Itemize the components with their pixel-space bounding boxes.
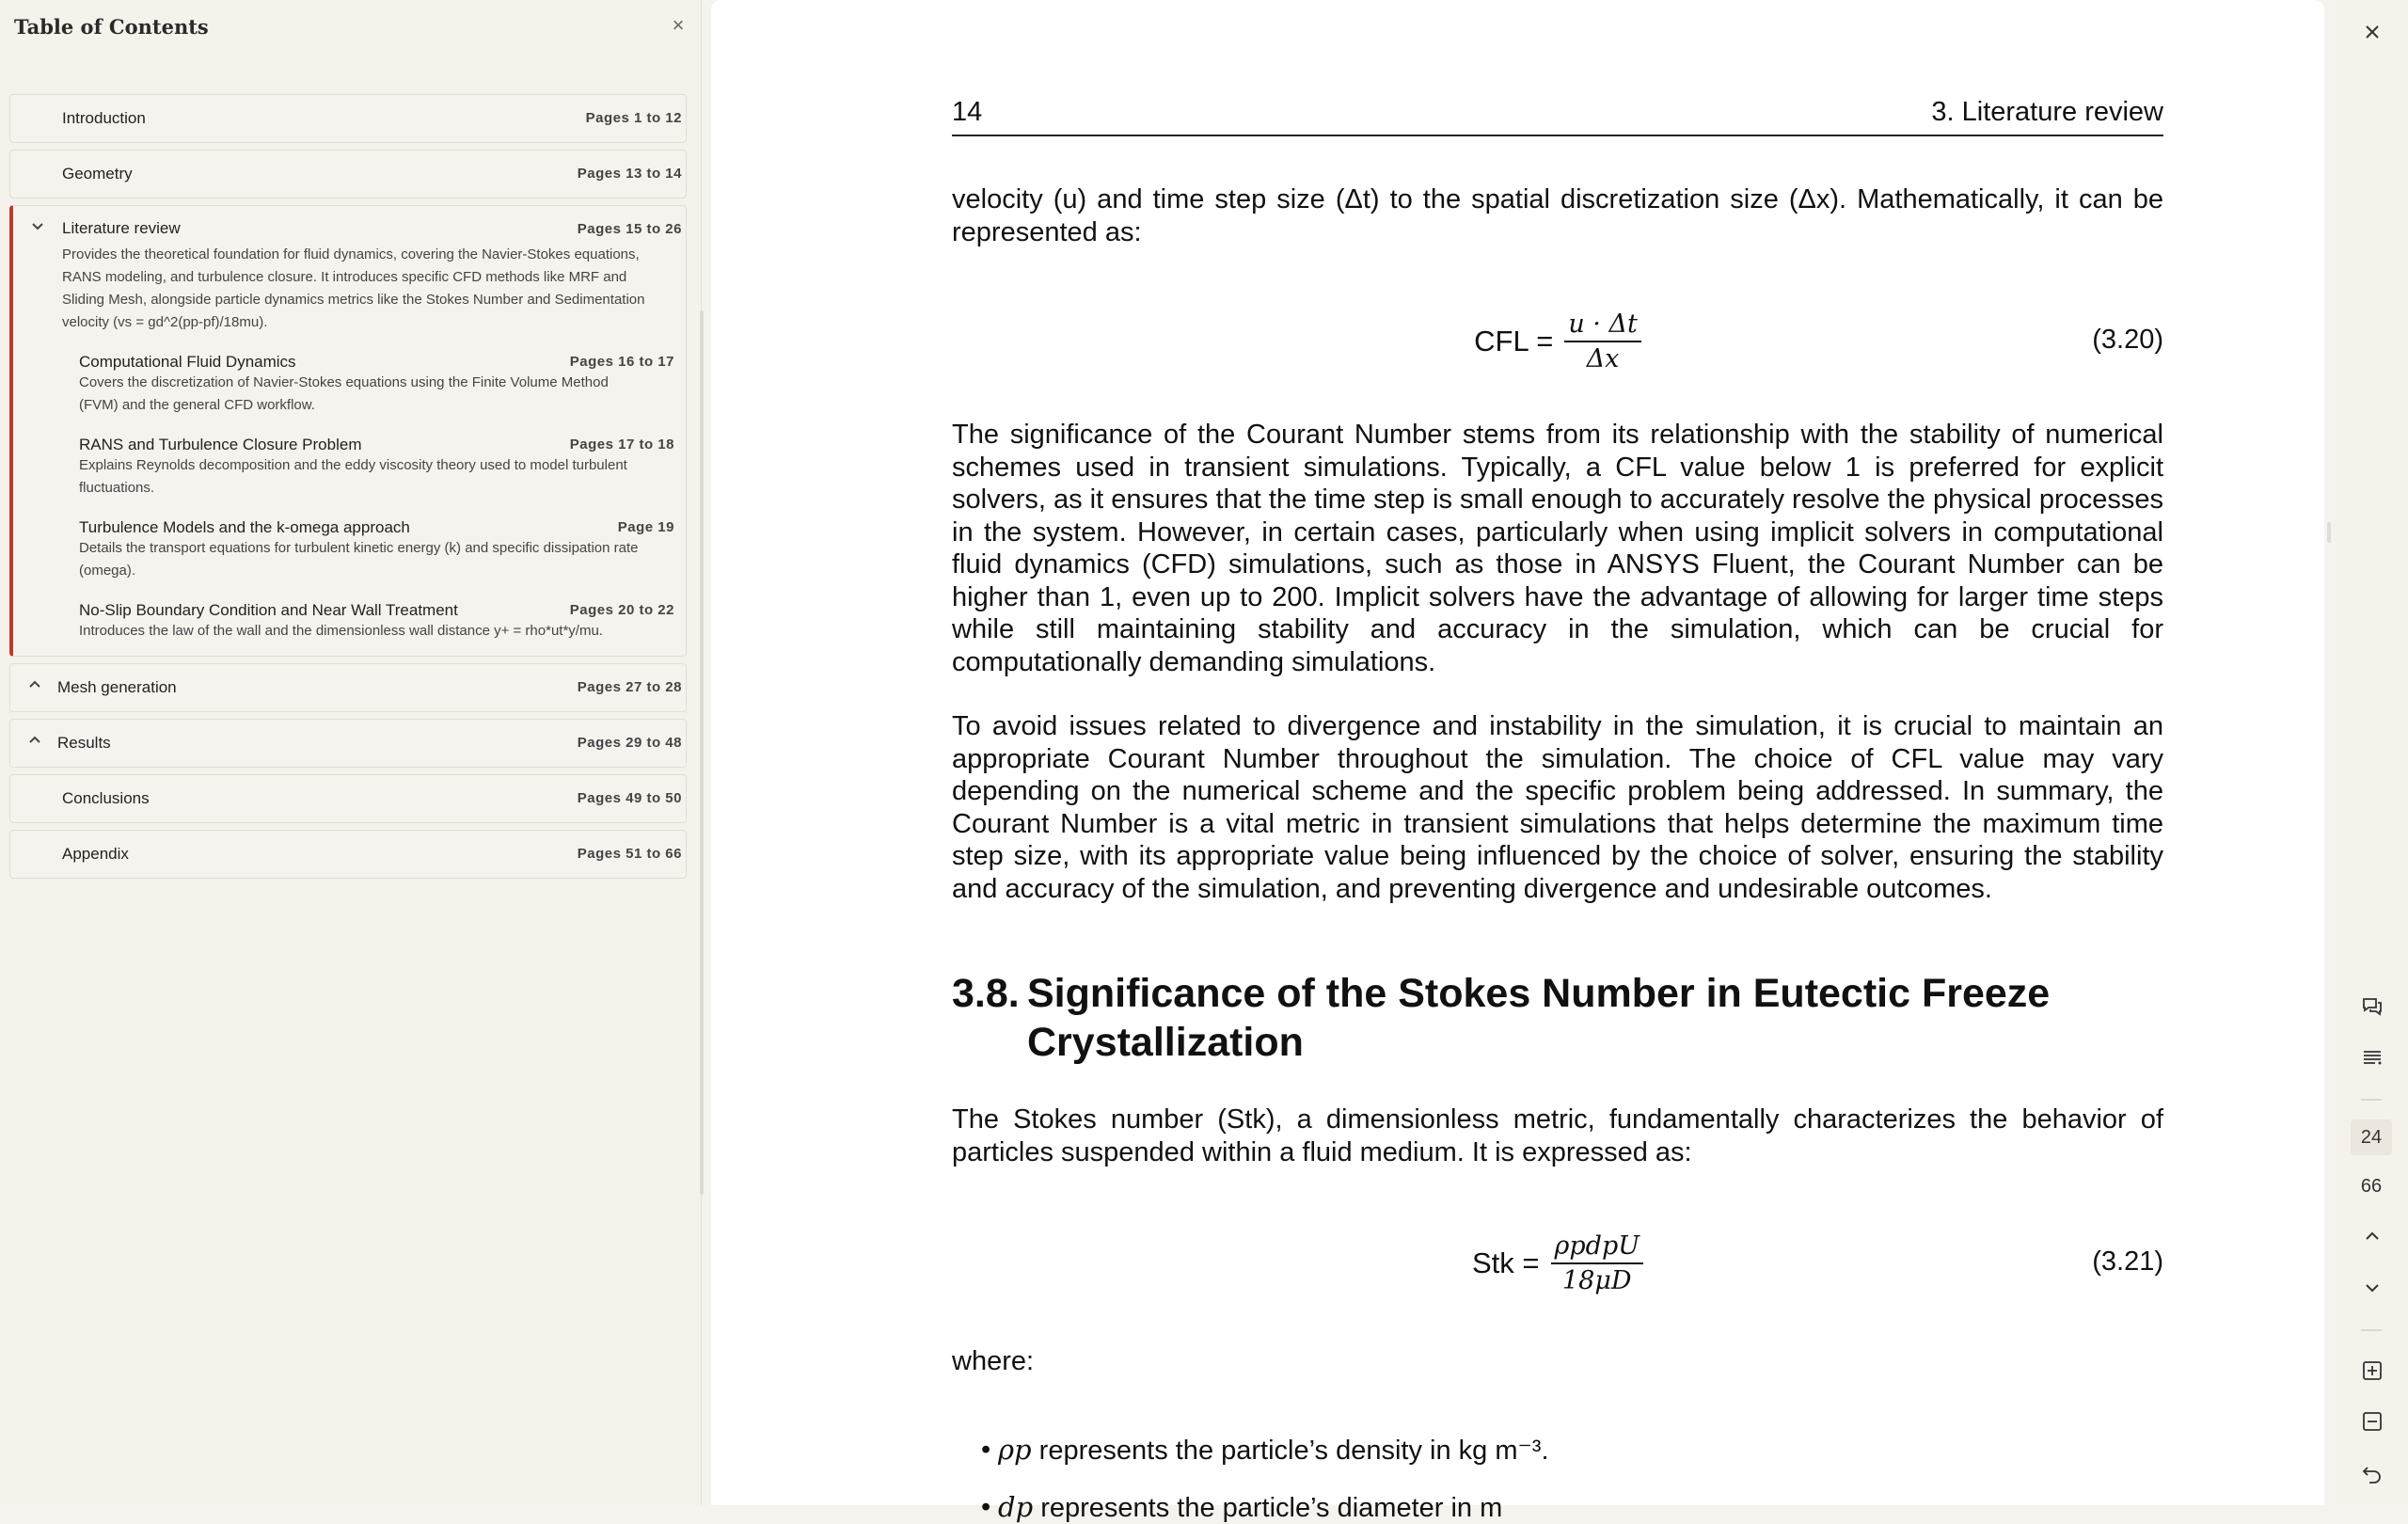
equation-cfl: [952, 304, 2163, 379]
toc-list-icon[interactable]: [2354, 1040, 2390, 1075]
equation-number: (3.21): [2092, 1246, 2163, 1277]
where-label: where:: [952, 1346, 1035, 1376]
list-item: • dp represents the particle’s diameter in m: [981, 1491, 1503, 1523]
toc-subitem-description: Details the transport equations for turbulent kinetic energy (k) and specific dissipation rate (omega).: [79, 540, 639, 579]
equation-denominator: Δx: [1586, 344, 1620, 373]
toc-item-pages: Pages 15 to 26: [577, 221, 682, 237]
toc-item-conclusions[interactable]: [9, 774, 687, 823]
toc-subitem-label: Turbulence Models and the k-omega approach: [79, 518, 410, 536]
equation-stokes: [952, 1226, 2163, 1301]
page-scrollbar[interactable]: [2327, 522, 2331, 543]
zoom-in-icon[interactable]: [2354, 1353, 2390, 1389]
section-number: 3.8.: [952, 971, 1020, 1016]
toc-subitem-pages: Page 19: [617, 519, 674, 535]
toc-item-label: Appendix: [62, 845, 129, 863]
chevron-down-icon[interactable]: [2354, 1270, 2390, 1306]
close-icon[interactable]: ×: [672, 13, 685, 37]
paragraph: The significance of the Courant Number stems from its relationship with the stability of numerical schemes used in transient simulations. Typically, a CFL value below 1 is preferred for explicit solvers, as it ensures that the time step is small enough to accurately resolve the physical processes in the system. However, in certain cases, particularly when using implicit solvers in computational fluid dynamics (CFD) simulations, such as those in ANSYS Fluent, the Courant Number can be higher than 1, even up to 200. Implicit solvers have the advantage of allowing for larger time steps while still maintaining stability and accuracy in the simulation, which can be crucial for computationally demanding simulations.: [952, 420, 2163, 677]
toc-item-description: Provides the theoretical foundation for fluid dynamics, covering the Navier-Stokes equations, RANS modeling, and turbulence closure. It introduces specific CFD methods like MRF and Sliding Mesh, alongside particle dynamics metrics like the Stokes Number and Sedimentation velocity (vs = gd^2(pp-pf)/18mu).: [62, 246, 645, 330]
toc-item-label: Conclusions: [62, 789, 150, 807]
toc-subitem-cfd[interactable]: [13, 349, 686, 417]
toc-item-results[interactable]: [9, 719, 687, 768]
section-title: Significance of the Stokes Number in Eutectic Freeze Crystallization: [1027, 971, 2051, 1065]
chevron-up-icon[interactable]: [2354, 1218, 2390, 1254]
toc-sidebar: [0, 0, 702, 1505]
toc-subitem-label: Computational Fluid Dynamics: [79, 353, 296, 371]
toc-item-pages: Pages 27 to 28: [577, 679, 682, 695]
toc-list: [9, 94, 687, 885]
toc-subitem-description: Covers the discretization of Navier-Stokes equations using the Finite Volume Method (FVM) and the general CFD workflow.: [79, 374, 609, 413]
toc-subitem-pages: Pages 20 to 22: [569, 602, 674, 618]
document-page: [711, 0, 2324, 1523]
chevron-up-icon[interactable]: [25, 733, 44, 752]
total-pages: 66: [2360, 1175, 2383, 1197]
toc-subitem-pages: Pages 17 to 18: [569, 437, 674, 452]
page-number: 14: [952, 97, 983, 127]
toc-subitem-rans[interactable]: [13, 432, 686, 500]
toc-item-label: Results: [57, 734, 111, 752]
toc-item-pages: Pages 13 to 14: [577, 166, 682, 182]
toc-item-appendix[interactable]: [9, 830, 687, 879]
bullet-symbol: ρp: [998, 1434, 1032, 1466]
chevron-down-icon[interactable]: [28, 218, 47, 237]
toc-item-label: Introduction: [62, 109, 146, 127]
toc-subitem-description: Explains Reynolds decomposition and the eddy viscosity theory used to model turbulent fluctuations.: [79, 457, 627, 496]
current-page-indicator[interactable]: 24: [2351, 1119, 2392, 1155]
zoom-out-icon[interactable]: [2354, 1404, 2390, 1439]
toc-subitem-no-slip[interactable]: [13, 597, 686, 643]
sidebar-scrollbar[interactable]: [700, 310, 704, 1195]
paragraph: The Stokes number (Stk), a dimensionless metric, fundamentally characterizes the behavior of particles suspended within a fluid medium. It is expressed as:: [952, 1104, 2163, 1167]
toc-subitem-label: RANS and Turbulence Closure Problem: [79, 436, 362, 453]
toc-item-pages: Pages 49 to 50: [577, 790, 682, 806]
toc-subitem-pages: Pages 16 to 17: [569, 354, 674, 370]
equation-numerator: u · Δt: [1564, 310, 1641, 342]
toc-item-label: Literature review: [62, 219, 181, 237]
toc-subitem-label: No-Slip Boundary Condition and Near Wall Treatment: [79, 601, 458, 619]
toc-subitem-description: Introduces the law of the wall and the dimensionless wall distance y+ = rho*ut*y/mu.: [79, 623, 603, 639]
running-chapter-title: 3. Literature review: [1931, 97, 2163, 127]
toc-item-pages: Pages 29 to 48: [577, 735, 682, 751]
toc-item-pages: Pages 51 to 66: [577, 846, 682, 862]
toc-item-label: Mesh generation: [57, 678, 177, 696]
paragraph: To avoid issues related to divergence and instability in the simulation, it is crucial to maintain an appropriate Courant Number throughout the simulation. The choice of CFL value may vary depending on the numerical scheme and the specific problem being addressed. In summary, the Courant Number is a vital metric in transient simulations that helps determine the maximum time step size, with its appropriate value being influenced by the choice of solver, ensuring the stability and accuracy of the simulation, and preventing divergence and undesirable outcomes.: [952, 711, 2163, 904]
undo-icon[interactable]: [2354, 1456, 2390, 1492]
close-icon[interactable]: [2354, 14, 2390, 50]
toc-item-label: Geometry: [62, 165, 133, 183]
toc-subitem-turbulence-models[interactable]: [13, 515, 686, 582]
toc-item-introduction[interactable]: [9, 94, 687, 143]
right-toolbar: [2336, 0, 2408, 1505]
toc-item-pages: Pages 1 to 12: [585, 110, 682, 126]
comments-icon[interactable]: [2354, 988, 2390, 1024]
bullet-text: represents the particle’s diameter in m: [1033, 1493, 1503, 1523]
equation-lhs: CFL =: [1474, 325, 1554, 357]
equation-numerator: ρpdpU: [1551, 1231, 1643, 1264]
chevron-up-icon[interactable]: [25, 677, 44, 696]
paragraph: velocity (u) and time step size (Δt) to the spatial discretization size (Δx). Mathematically, it can be represented as:: [952, 184, 2163, 247]
toc-title: Table of Contents: [14, 15, 209, 39]
bullet-text: represents the particle’s density in kg m⁻³.: [1031, 1436, 1549, 1466]
equation-number: (3.20): [2092, 325, 2163, 355]
toc-item-mesh-generation[interactable]: [9, 663, 687, 712]
section-heading: [952, 969, 2163, 1067]
list-item: • ρp represents the particle’s density in kg m⁻³.: [981, 1434, 1549, 1466]
equation-denominator: 18μD: [1561, 1266, 1632, 1295]
equation-lhs: Stk =: [1472, 1246, 1540, 1279]
bullet-symbol: dp: [998, 1491, 1034, 1523]
page-header: [952, 97, 2163, 136]
toc-item-geometry[interactable]: [9, 150, 687, 198]
toc-item-literature-review[interactable]: [9, 205, 687, 657]
